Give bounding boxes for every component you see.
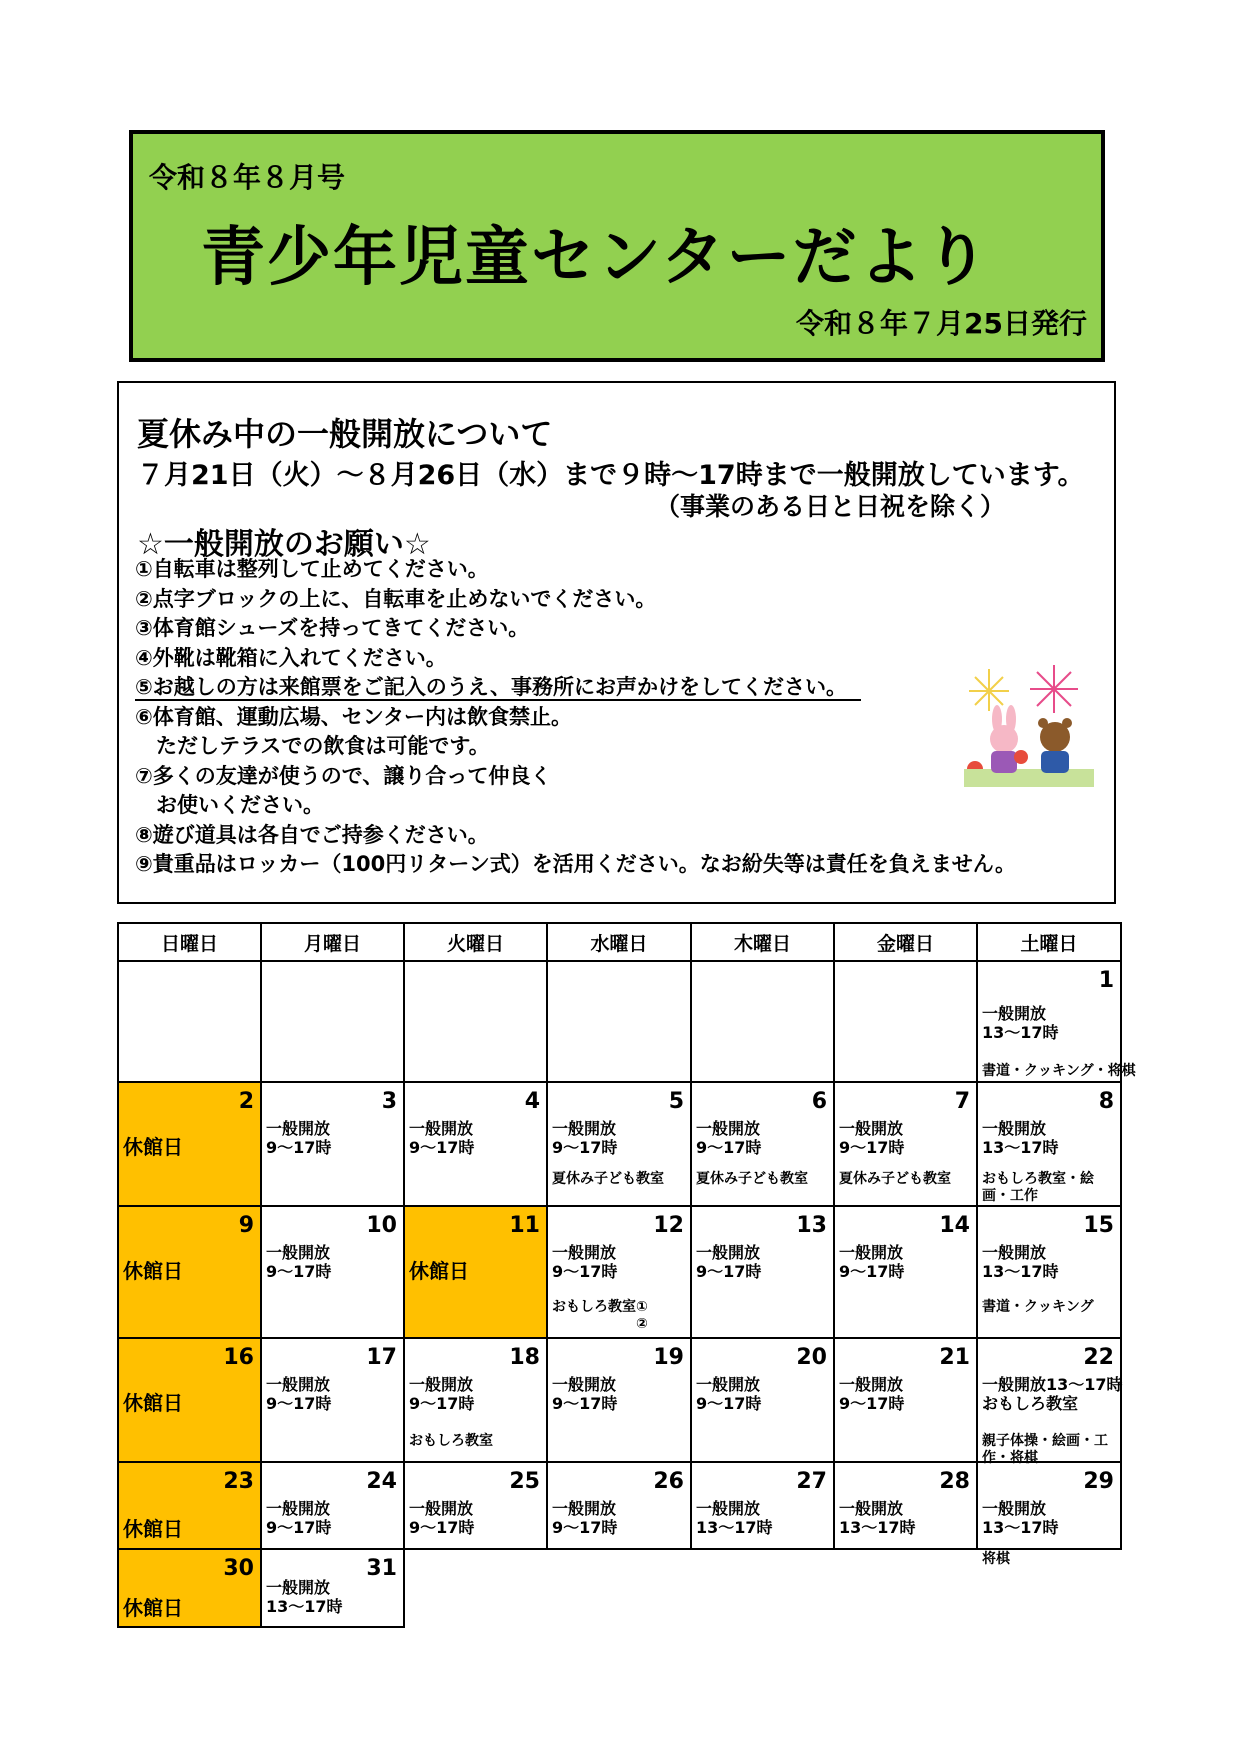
event-text: 夏休み子ども教室 [839,1171,951,1187]
weekday-header-row [118,923,1121,961]
closed-day-label: 休館日 [123,1391,183,1415]
calendar-day-cell [977,1462,1121,1567]
open-hours-text: 一般開放 9～17時 [839,1243,905,1281]
day-number: 29 [1083,1469,1114,1494]
day-number: 5 [668,1089,684,1114]
calendar-week-row [118,1549,1121,1627]
calendar-empty-cell [404,961,547,1082]
notice-heading: 夏休み中の一般開放について [137,415,553,453]
calendar-day-cell [261,1462,404,1549]
rabbit-icon [990,705,1018,773]
newsletter-title: 青少年児童センターだより [201,221,991,295]
calendar-day-cell [261,1206,404,1338]
open-hours-text: 一般開放 9～17時 [266,1499,332,1537]
closed-day-label: 休館日 [123,1596,183,1620]
calendar-empty-cell [547,961,691,1082]
calendar-day-cell [118,1082,261,1206]
calendar-day-cell [977,1082,1121,1206]
calendar-week-row [118,1082,1121,1206]
calendar-day-cell [977,1206,1121,1338]
day-number: 8 [1098,1089,1114,1114]
event-text: おもしろ教室 [409,1433,493,1449]
open-hours-text: 一般開放 9～17時 [552,1119,618,1157]
bear-icon [1038,718,1072,773]
fan-icon [1014,750,1028,764]
calendar-day-cell [547,1462,691,1549]
open-hours-text: 一般開放 13～17時 [266,1578,343,1616]
day-number: 14 [939,1213,970,1238]
calendar-day-cell [977,1338,1123,1466]
weekday-header: 日曜日 [118,923,261,961]
calendar-day-cell [261,1082,404,1206]
calendar-day-cell [261,1338,404,1462]
open-hours-notice [117,381,1116,904]
calendar-day-cell [834,1206,977,1338]
day-number: 24 [366,1469,397,1494]
requests-heading: ☆一般開放のお願い☆ [137,527,431,562]
day-number: 22 [1083,1345,1114,1370]
open-hours-text: 一般開放 9～17時 [266,1243,332,1281]
calendar-empty-cell [834,1549,977,1627]
open-hours-text: 一般開放 9～17時 [266,1119,332,1157]
weekday-header: 金曜日 [834,923,977,961]
day-number: 27 [796,1469,827,1494]
open-hours-text: 一般開放 9～17時 [552,1375,618,1413]
day-number: 6 [811,1089,827,1114]
calendar-day-cell [547,1082,691,1206]
issue-label: 令和８年８月号 [149,161,346,194]
rule-item: ①自転車は整列して止めてください。 [135,557,489,581]
open-hours-text: 一般開放 9～17時 [839,1375,905,1413]
calendar-day-cell [691,1082,834,1206]
day-number: 17 [366,1345,397,1370]
calendar-day-cell [691,1206,834,1338]
day-number: 7 [954,1089,970,1114]
rule-item: お使いください。 [135,793,324,817]
calendar-day-cell [547,1206,691,1338]
open-hours-text: 一般開放 13～17時 [982,1243,1059,1281]
calendar-empty-cell [691,1549,834,1627]
day-number: 13 [796,1213,827,1238]
august-calendar [117,922,1136,1628]
calendar-day-cell [691,1338,834,1462]
calendar-day-cell [404,1082,547,1206]
calendar-day-cell [404,1338,547,1462]
day-number: 9 [238,1213,254,1238]
calendar-day-cell [261,1549,404,1627]
rules-list [135,555,1016,880]
day-number: 12 [653,1213,684,1238]
calendar-empty-cell [404,1549,547,1627]
open-hours-text: 一般開放 9～17時 [696,1243,762,1281]
rule-item: ②点字ブロックの上に、自転車を止めないでください。 [135,586,657,611]
day-number: 26 [653,1469,684,1494]
notice-exceptions: （事業のある日と日祝を除く） [655,492,1006,521]
day-number: 15 [1083,1213,1114,1238]
rule-item: ⑧遊び道具は各自でご持参ください。 [135,822,489,847]
day-number: 18 [509,1345,540,1370]
closed-day-label: 休館日 [409,1259,469,1283]
calendar-day-cell [118,1338,261,1462]
open-hours-text: 一般開放 9～17時 [266,1375,332,1413]
open-hours-text: 一般開放 9～17時 [696,1375,762,1413]
notice-period: ７月21日（火）～８月26日（水）まで９時～17時まで一般開放しています。 [137,460,1085,491]
calendar-empty-cell [118,961,261,1082]
day-number: 16 [223,1345,254,1370]
watermelon-icon [967,761,983,769]
calendar-empty-cell [261,961,404,1082]
calendar-empty-cell [547,1549,691,1627]
calendar-week-row [118,1462,1121,1549]
event-text: おもしろ教室① ② [552,1299,648,1332]
day-number: 1 [1098,968,1114,993]
calendar-day-cell [834,1082,977,1206]
open-hours-text: 一般開放 9～17時 [839,1119,905,1157]
calendar-empty-cell [691,961,834,1082]
open-hours-text: 一般開放13～17時 おもしろ教室 [982,1375,1123,1413]
day-number: 31 [366,1556,397,1581]
weekday-header: 土曜日 [977,923,1121,961]
rule-item: ただしテラスでの飲食は可能です。 [135,734,490,758]
event-text: 書道・クッキング・将棋 [982,1063,1136,1079]
calendar-week-row [118,1206,1121,1338]
open-hours-text: 一般開放 13～17時 [982,1004,1059,1042]
firework-icon [969,669,1009,711]
rule-item: ⑤お越しの方は来館票をご記入のうえ、事務所にお声かけをしてください。 [135,673,1016,703]
weekday-header: 水曜日 [547,923,691,961]
open-hours-text: 一般開放 13～17時 [696,1499,773,1537]
day-number: 2 [238,1089,254,1114]
day-number: 11 [509,1213,540,1238]
open-hours-text: 一般開放 9～17時 [409,1119,475,1157]
weekday-header: 月曜日 [261,923,404,961]
closed-day-label: 休館日 [123,1259,183,1283]
event-text: 将棋 [982,1551,1010,1567]
day-number: 19 [653,1345,684,1370]
calendar-day-cell [118,1462,261,1549]
closed-day-label: 休館日 [123,1135,183,1159]
calendar-day-cell [404,1462,547,1549]
rule-item: ⑥体育館、運動広場、センター内は飲食禁止。 [135,704,572,729]
event-text: おもしろ教室・絵 画・工作 [982,1171,1094,1204]
event-text: 書道・クッキング [982,1299,1094,1315]
day-number: 3 [381,1089,397,1114]
weekday-header: 木曜日 [691,923,834,961]
calendar-week-row [118,961,1121,1082]
calendar-day-cell [118,1549,261,1627]
firework-icon [1030,665,1078,713]
calendar-empty-cell [834,961,977,1082]
calendar-day-cell [118,1206,261,1338]
open-hours-text: 一般開放 13～17時 [982,1499,1059,1537]
calendar-empty-cell [977,1549,1121,1627]
day-number: 4 [524,1089,540,1114]
day-number: 10 [366,1213,397,1238]
event-text: 夏休み子ども教室 [552,1171,664,1187]
day-number: 20 [796,1345,827,1370]
day-number: 28 [939,1469,970,1494]
open-hours-text: 一般開放 9～17時 [552,1243,618,1281]
weekday-header: 火曜日 [404,923,547,961]
event-text: 夏休み子ども教室 [696,1171,808,1187]
calendar-day-cell [691,1462,834,1549]
calendar-day-cell [404,1206,547,1338]
open-hours-text: 一般開放 13～17時 [982,1119,1059,1157]
summer-festival-illustration [959,661,1099,791]
open-hours-text: 一般開放 9～17時 [409,1499,475,1537]
event-text: 親子体操・絵画・工 作・将棋 [982,1433,1108,1466]
day-number: 30 [223,1556,254,1581]
publish-date: 令和８年７月25日発行 [796,307,1087,340]
rule-item: ⑨貴重品はロッカー（100円リターン式）を活用ください。なお紛失等は責任を負えません。 [135,852,1017,876]
calendar-day-cell [977,961,1136,1082]
rule-item: ③体育館シューズを持ってきてください。 [135,616,530,640]
calendar-day-cell [547,1338,691,1462]
open-hours-text: 一般開放 13～17時 [839,1499,916,1537]
rule-item: ④外靴は靴箱に入れてください。 [135,645,447,670]
calendar-week-row [118,1338,1121,1462]
day-number: 21 [939,1345,970,1370]
calendar-day-cell [834,1338,977,1462]
open-hours-text: 一般開放 9～17時 [552,1499,618,1537]
closed-day-label: 休館日 [123,1517,183,1541]
calendar-day-cell [834,1462,977,1549]
open-hours-text: 一般開放 9～17時 [696,1119,762,1157]
day-number: 25 [509,1469,540,1494]
open-hours-text: 一般開放 9～17時 [409,1375,475,1413]
newsletter-header [129,130,1105,362]
day-number: 23 [223,1469,254,1494]
rule-item: ⑦多くの友達が使うので、譲り合って仲良く [135,763,552,788]
grass-mat [964,769,1094,787]
